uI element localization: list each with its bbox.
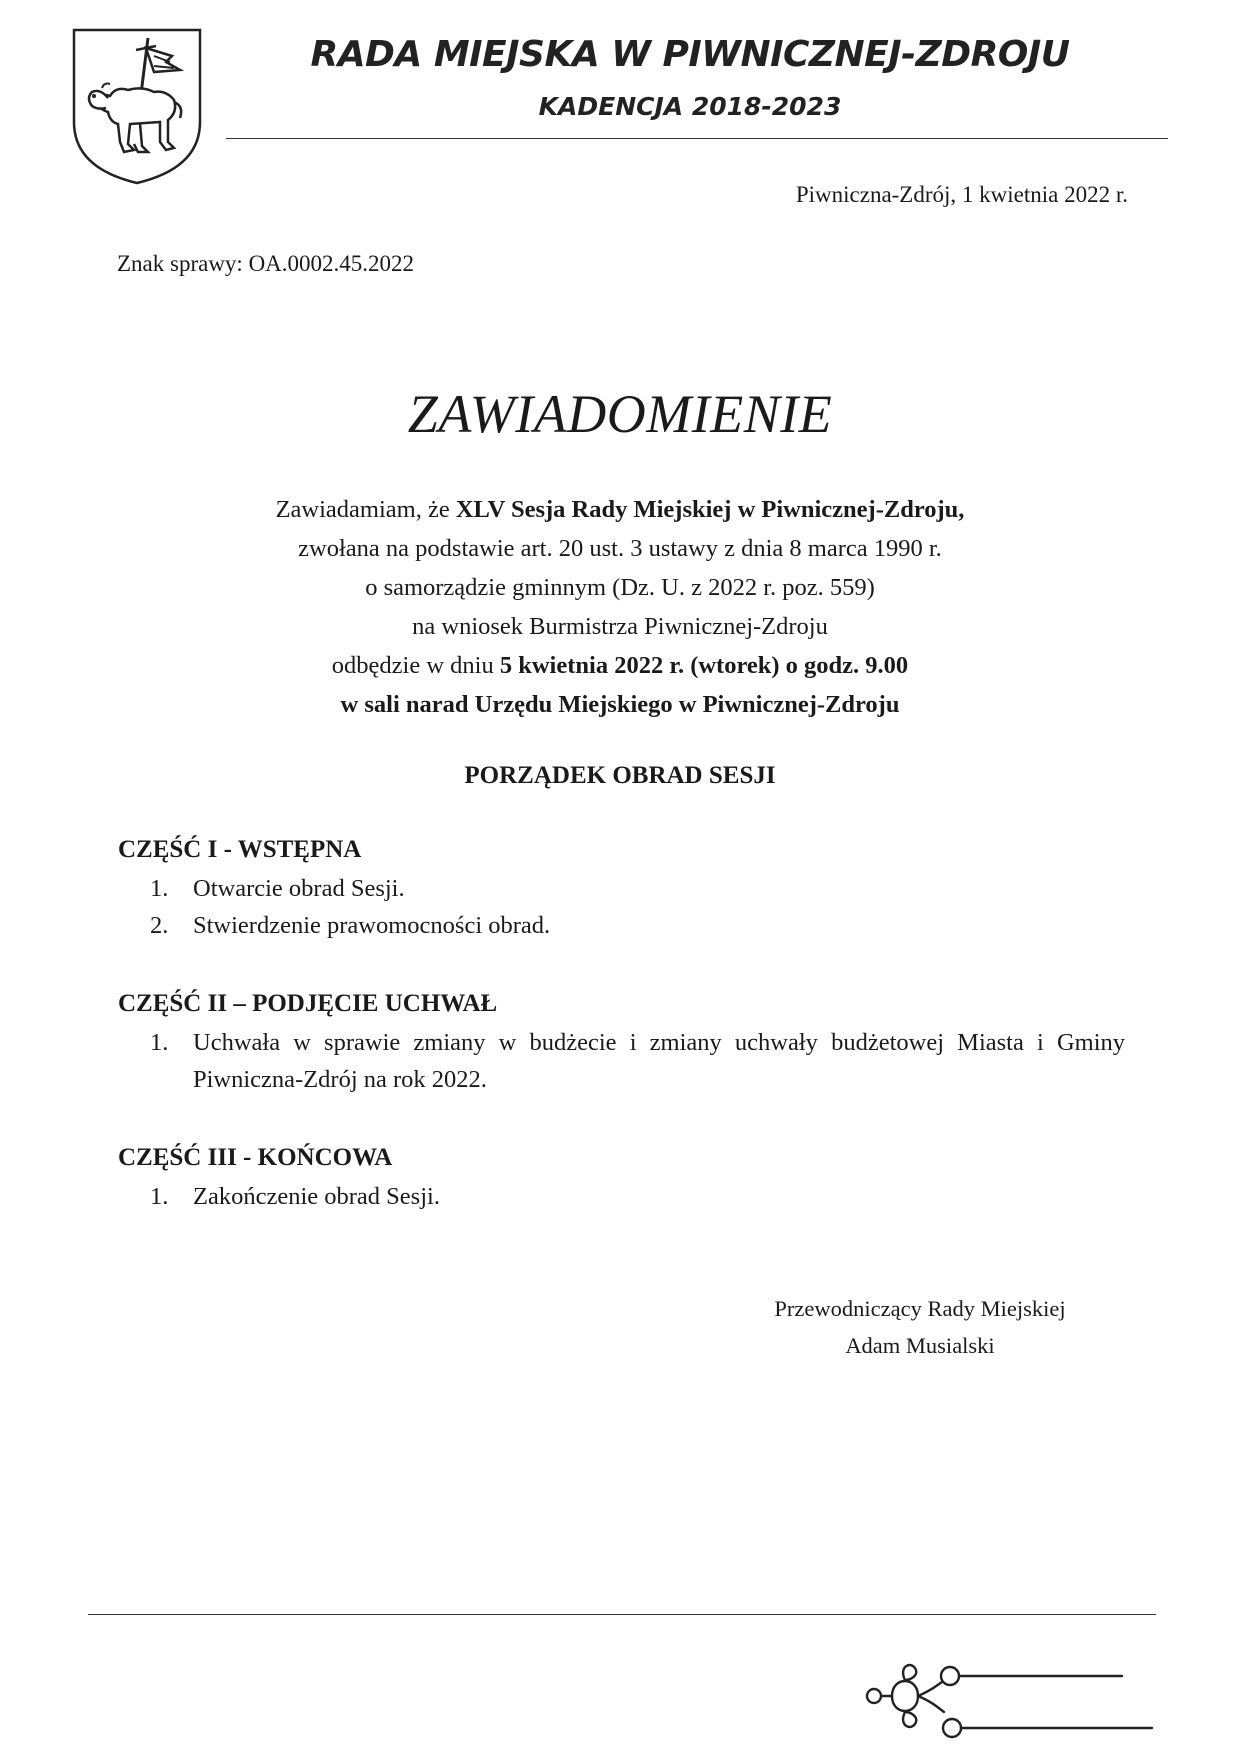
agenda-item <box>150 907 1125 944</box>
notice-line-4: na wniosek Burmistrza Piwnicznej-Zdroju <box>412 613 828 640</box>
agenda-item <box>150 870 1125 907</box>
agenda-item-number: 1. <box>150 1183 169 1210</box>
footer-divider <box>88 1614 1156 1615</box>
case-number: Znak sprawy: OA.0002.45.2022 <box>117 251 415 276</box>
place-and-date: Piwniczna-Zdrój, 1 kwietnia 2022 r. <box>795 182 1128 207</box>
session-date-time: 5 kwietnia 2022 r. (wtorek) o godz. 9.00 <box>499 652 909 679</box>
agenda-item-number: 1. <box>150 1029 169 1056</box>
notice-line-5 <box>120 646 1120 685</box>
notice-line-5-text: odbędzie w dniu <box>331 652 500 679</box>
agenda-item-text: Stwierdzenie prawomocności obrad. <box>193 912 551 939</box>
council-term: KADENCJA 2018-2023 <box>538 92 842 121</box>
notice-line-6 <box>120 685 1120 724</box>
agenda-item <box>150 1178 1125 1215</box>
header-divider <box>226 138 1168 139</box>
agenda-item-text: Otwarcie obrad Sesji. <box>193 875 405 902</box>
agenda-section-heading: CZĘŚĆ II – PODJĘCIE UCHWAŁ <box>118 990 498 1017</box>
agenda-section-heading: CZĘŚĆ I - WSTĘPNA <box>118 836 362 863</box>
agenda-item-text: Zakończenie obrad Sesji. <box>193 1183 440 1210</box>
signature-block <box>700 1290 1140 1364</box>
notice-line-2: zwołana na podstawie art. 20 ust. 3 ustawy z dnia 8 marca 1990 r. <box>298 535 942 562</box>
agenda-item-number: 1. <box>150 875 169 902</box>
agenda-item <box>150 1024 1125 1098</box>
council-name: RADA MIEJSKA W PIWNICZNEJ-ZDROJU <box>310 34 1070 75</box>
agenda-section-heading: CZĘŚĆ III - KOŃCOWA <box>118 1144 393 1171</box>
notice-line-3: o samorządzie gminnym (Dz. U. z 2022 r. poz. 559) <box>365 574 875 601</box>
session-notice <box>120 490 1120 724</box>
signatory-role: Przewodniczący Rady Miejskiej <box>774 1296 1066 1321</box>
agenda-item-text: Uchwała w sprawie zmiany w budżecie i zmiany uchwały budżetowej Miasta i Gminy Piwniczna-Zdrój na rok 2022. <box>193 1029 1125 1093</box>
document-title: ZAWIADOMIENIE <box>407 384 833 444</box>
notice-line-1-text: Zawiadamiam, że <box>275 496 456 523</box>
agenda-title: PORZĄDEK OBRAD SESJI <box>464 762 776 789</box>
signatory-name: Adam Musialski <box>845 1333 995 1358</box>
ornament-icon <box>852 1646 1162 1746</box>
coat-of-arms-icon <box>70 26 204 186</box>
session-location: w sali narad Urzędu Miejskiego w Piwnicznej-Zdroju <box>340 691 900 718</box>
agenda-item-number: 2. <box>150 912 169 939</box>
session-name: XLV Sesja Rady Miejskiej w Piwnicznej-Zdroju, <box>455 496 965 523</box>
notice-line-1 <box>120 490 1120 529</box>
